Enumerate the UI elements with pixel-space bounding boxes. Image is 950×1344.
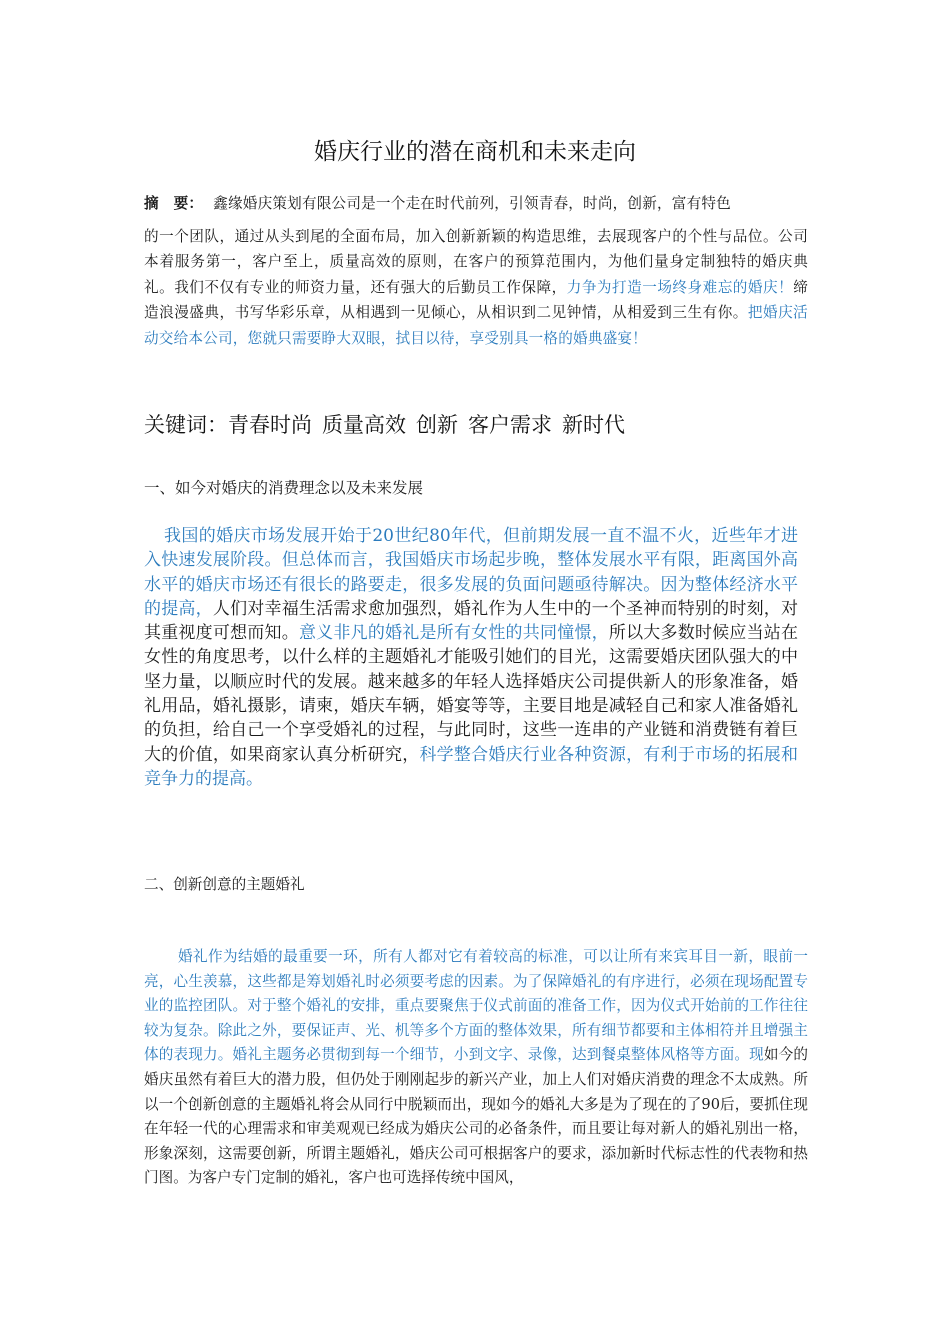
section-1-paragraph <box>144 524 798 791</box>
section-1-text-a: 人们对幸福生活需求愈加强烈，婚礼作为人生中的一个圣神而特别的时刻，对其重视度可想而知。 <box>144 598 799 644</box>
section-2-heading: 二、创新创意的主题婚礼 <box>144 876 305 893</box>
abstract-label: 摘 要： <box>144 195 204 212</box>
section-2-paragraph <box>144 945 808 1191</box>
abstract-text-mid: 缔造浪漫盛典，书写华彩乐章，从相遇到一见倾心，从相识到二见钟情，从相爱到三生有你。 <box>144 278 808 322</box>
section-2-text-a: 如今的婚庆虽然有着巨大的潜力股，但仍处于刚刚起步的新兴产业，加上人们对婚庆消费的理念不太成熟。所以一个创新创意的主题婚礼将会从同行中脱颖而出，现如今的婚礼大多是为了现在的了90后，要抓住现在年轻一代的心理需求和审美观观已经成为婚庆公司的必备条件，而且要让每对新人的婚礼别出一格，形象深刻，这需要创新，所谓主题婚礼，婚庆公司可根据客户的要求，添加新时代标志性的代表物和热门图。为客户专门定制的婚礼，客户也可选择传统中国风， <box>144 1046 808 1187</box>
section-1-highlight-b: 意义非凡的婚礼是所有女性的共同憧憬， <box>298 623 609 644</box>
abstract-first-line <box>144 190 808 218</box>
abstract-highlight-1: 力争为打造一场终身难忘的婚庆！ <box>566 278 794 296</box>
section-1-highlight-c: 科学整合婚庆行业各种资源，有利于市场的拓展和竞争力的提高。 <box>144 744 799 789</box>
keyword-item: 质量高效 <box>322 413 406 437</box>
abstract-highlight-2: 把婚庆活动交给本公司，您就只需要睁大双眼，拭目以待，享受别具一格的婚典盛宴！ <box>144 304 808 347</box>
keywords-label: 关键词： <box>144 413 228 437</box>
keyword-item: 新时代 <box>562 413 625 437</box>
keyword-item: 客户需求 <box>468 413 552 437</box>
abstract <box>144 190 808 351</box>
abstract-text-first: 鑫缘婚庆策划有限公司是一个走在时代前列，引领青春，时尚，创新，富有特色 <box>213 195 731 212</box>
section-1-text-b: 所以大多数时候应当站在女性的角度思考，以什么样的主题婚礼才能吸引她们的目光，这需要婚庆团队强大的中坚力量，以顺应时代的发展。越来越多的年轻人选择婚庆公司提供新人的形象准备，婚礼用品，婚礼摄影，请柬，婚庆车辆，婚宴等等，主要目地是减轻自己和家人准备婚礼的负担，给自己一个享受婚礼的过程，与此同时，这些一连串的产业链和消费链有着巨大的价值，如果商家认真分析研究， <box>144 623 799 765</box>
page-title: 婚庆行业的潜在商机和未来走向 <box>314 139 636 165</box>
section-1-highlight-a: 我国的婚庆市场发展开始于20世纪80年代，但前期发展一直不温不火，近些年才进入快速发展阶段。但总体而言，我国婚庆市场起步晚，整体发展水平有限，距离国外高水平的婚庆市场还有很长的路要走，很多发展的负面问题亟待解决。因为整体经济水平的提高， <box>144 526 798 619</box>
keyword-item: 创新 <box>416 413 458 437</box>
keyword-item: 青春时尚 <box>228 413 312 437</box>
section-1-heading: 一、如今对婚庆的消费理念以及未来发展 <box>144 479 424 497</box>
section-2-highlight-a: 婚礼作为结婚的最重要一环，所有人都对它有着较高的标准，可以让所有来宾耳目一新，眼前一亮，心生羡慕，这些都是筹划婚礼时必须要考虑的因素。为了保障婚礼的有序进行，必须在现场配置专业的监控团队。对于整个婚礼的安排，重点要聚焦于仪式前面的准备工作，因为仪式开始前的工作往往较为复杂。除此之外，要保证声、光、机等多个方面的整体效果，所有细节都要和主体相符并且增强主体的表现力。婚礼主题务必贯彻到每一个细节，小到文字、录像，达到餐桌整体风格等方面。现 <box>144 948 808 1064</box>
abstract-text-rest: 的一个团队，通过从头到尾的全面布局，加入创新新颖的构造思维，去展现客户的个性与品位。公司本着服务第一，客户至上，质量高效的原则，在客户的预算范围内，为他们量身定制独特的婚庆典礼。我们不仅有专业的师资力量，还有强大的后勤员工作保障， <box>144 228 808 296</box>
keywords <box>144 410 824 440</box>
